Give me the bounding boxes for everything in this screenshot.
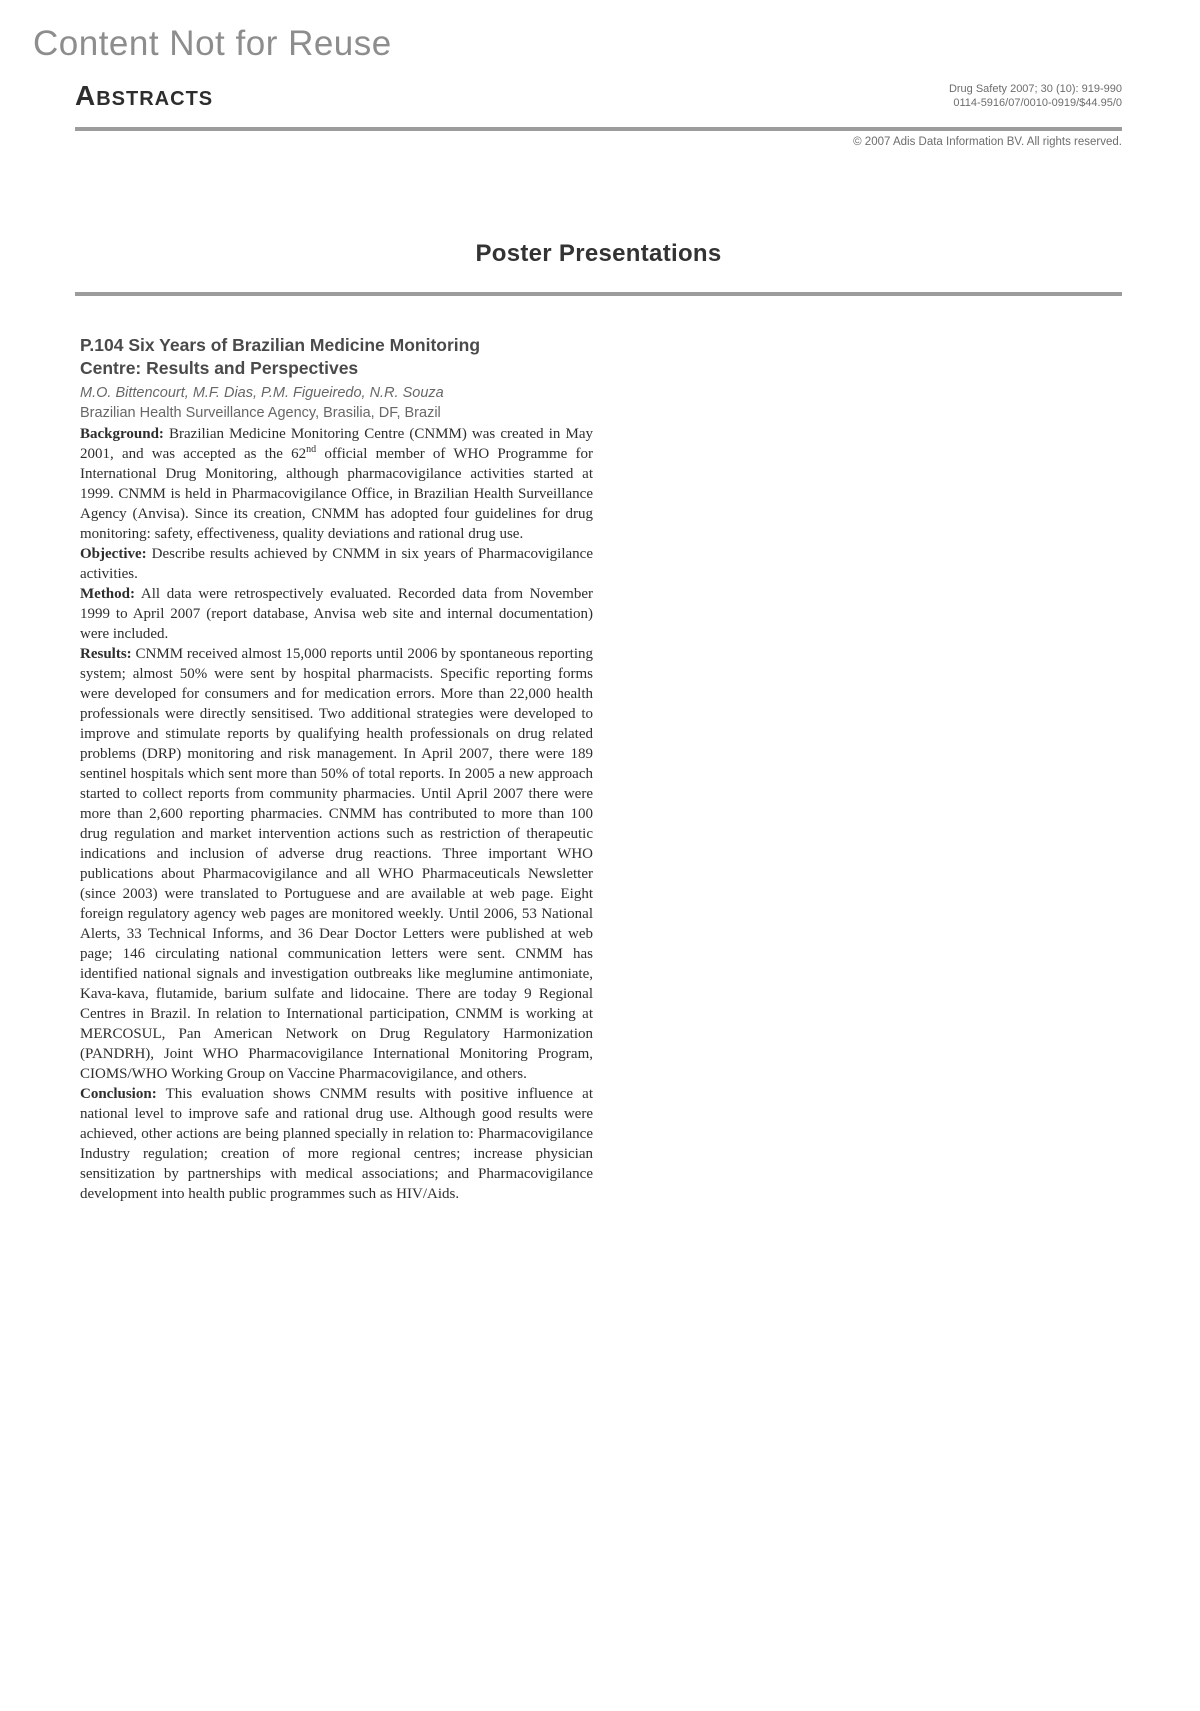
journal-citation xyxy=(949,82,1122,110)
results-label: Results: xyxy=(80,646,132,662)
background-label: Background: xyxy=(80,426,164,442)
journal-header xyxy=(75,82,1122,110)
journal-issn-line: 0114-5916/07/0010-0919/$44.95/0 xyxy=(953,97,1122,109)
journal-citation-line1: Drug Safety 2007; 30 (10): 919-990 xyxy=(948,83,1122,95)
background-text-2: official member of WHO Programme for International Drug Monitoring, although pharmacovigilance activities started at 1999. CNMM is held in Pharmacovigilance Office, in Brazilian Health Surveillance Agency (Anvisa). Since its creation, CNMM has adopted four guidelines for drug monitoring: safety, effectiveness, quality deviations and rational drug use. xyxy=(80,446,593,542)
conclusion-paragraph xyxy=(80,1084,593,1204)
background-text-1: Brazilian Medicine Monitoring Centre (CNMM) was created in May 2001, and was accepted as the 62 xyxy=(80,426,593,462)
abstracts-initial: A xyxy=(75,80,97,111)
results-text: CNMM received almost 15,000 reports until 2006 by spontaneous reporting system; almost 50% were sent by hospital pharmacists. Specific reporting forms were developed for consumers and for medication errors. More than 22,000 health professionals were directly sensitised. Two additional strategies were developed to improve and stimulate reports by qualifying health professionals on drug related problems (DRP) monitoring and risk management. In April 2007, there were 189 sentinel hospitals which sent more than 50% of total reports. In 2005 a new approach started to collect reports from community pharmacies. Until April 2007 there were more than 2,600 reporting pharmacies. CNMM has contributed to more than 100 drug regulation and market intervention actions such as restriction of therapeutic indications and inclusion of adverse drug reactions. Three important WHO publications about Pharmacovigilance and all WHO Pharmaceuticals Newsletter (since 2003) were translated to Portuguese and are available at web page. Eight foreign regulatory agency web pages are monitored weekly. Until 2006, 53 National Alerts, 33 Technical Informs, and 36 Dear Doctor Letters were published at web page; 146 circulating national communication letters were sent. CNMM has identified national signals and investigation outbreaks like meglumine antimoniate, Kava-kava, flutamide, barium sulfate and lidocaine. There are today 9 Regional Centres in Brazil. In relation to International participation, CNMM is working at MERCOSUL, Pan American Network on Drug Regulatory Harmonization (PANDRH), Joint WHO Pharmacovigilance International Monitoring Program, CIOMS/WHO Working Group on Vaccine Pharmacovigilance, and others. xyxy=(80,646,594,1082)
abstract-authors: M.O. Bittencourt, M.F. Dias, P.M. Figueiredo, N.R. Souza xyxy=(80,385,444,401)
objective-label: Objective: xyxy=(80,546,147,562)
abstracts-rest: BSTRACTS xyxy=(96,88,214,110)
abstracts-section-label xyxy=(75,82,213,110)
header-rule xyxy=(75,127,1122,131)
abstract-title xyxy=(80,334,593,380)
results-paragraph xyxy=(80,644,593,1084)
ordinal-superscript: nd xyxy=(306,444,317,455)
method-label: Method: xyxy=(80,586,135,602)
poster-presentations-heading: Poster Presentations xyxy=(475,240,722,267)
method-paragraph xyxy=(80,584,593,644)
conclusion-label: Conclusion: xyxy=(80,1086,157,1102)
conclusion-text: This evaluation shows CNMM results with positive influence at national level to improve safe and rational drug use. Although good results were achieved, other actions are being planned specially in relation to: Pharmacovigilance Industry regulation; creation of more regional centres; increase physician sensitization by partnerships with medical associations; and Pharmacovigilance development into health public programmes such as HIV/Aids. xyxy=(80,1086,593,1202)
objective-text: Describe results achieved by CNMM in six years of Pharmacovigilance activities. xyxy=(80,546,593,582)
content-not-for-reuse-watermark: Content Not for Reuse xyxy=(33,24,392,63)
objective-paragraph xyxy=(80,544,593,584)
abstract-title-line2: Centre: Results and Perspectives xyxy=(80,358,359,378)
method-text: All data were retrospectively evaluated. Recorded data from November 1999 to April 2007 (report database, Anvisa web site and internal documentation) were included. xyxy=(80,586,593,642)
background-paragraph xyxy=(80,424,593,544)
abstract-title-line1: P.104 Six Years of Brazilian Medicine Monitoring xyxy=(80,335,481,355)
copyright-line: © 2007 Adis Data Information BV. All rights reserved. xyxy=(853,136,1122,148)
heading-rule xyxy=(75,292,1122,296)
abstract-p104 xyxy=(80,334,593,1204)
abstract-affiliation: Brazilian Health Surveillance Agency, Brasilia, DF, Brazil xyxy=(80,405,441,421)
